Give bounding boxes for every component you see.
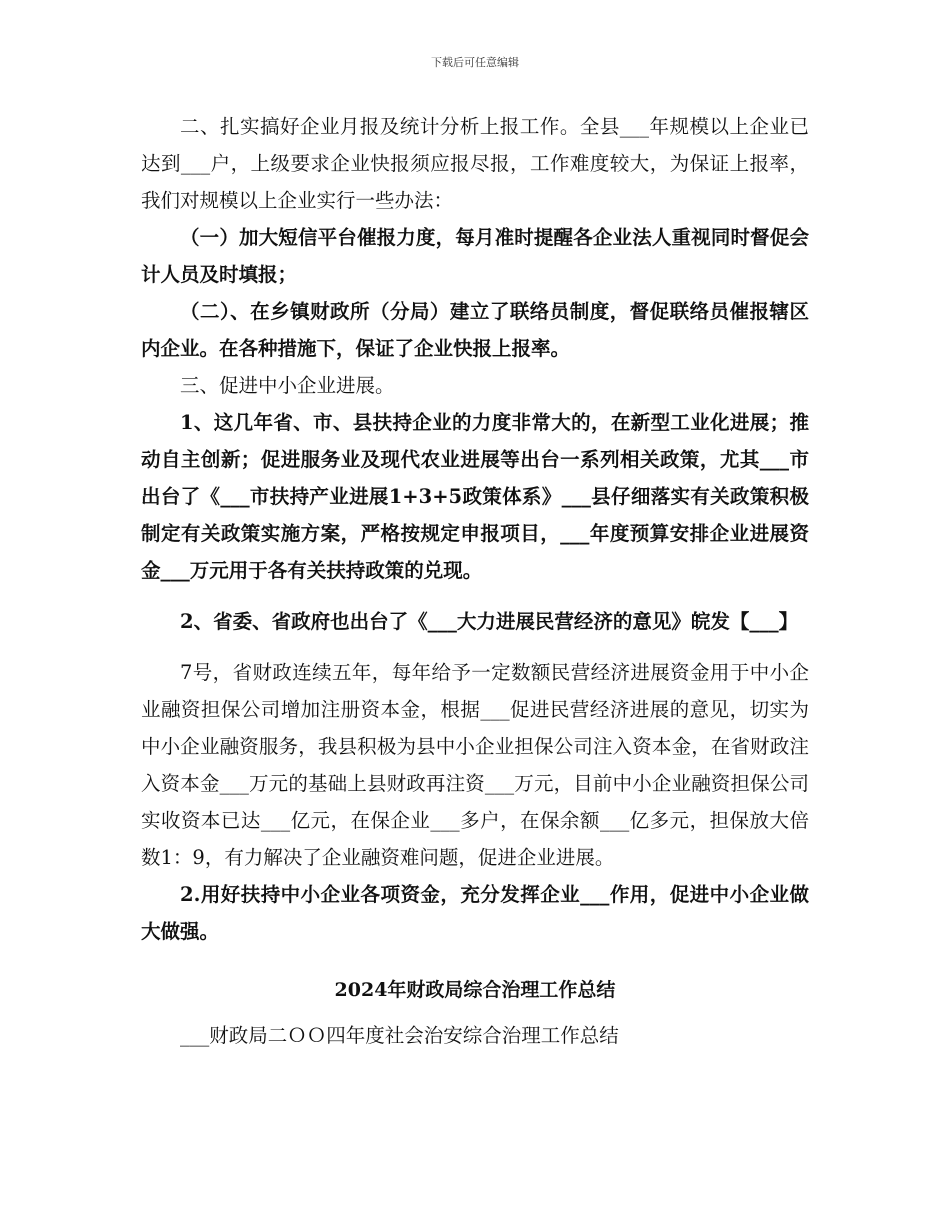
paragraph-use-funds: 2.用好扶持中小企业各项资金，充分发挥企业___作用，促进中小企业做大做强。 (141, 883, 809, 943)
page-header: 下载后可任意编辑 (431, 56, 519, 69)
document-body (141, 108, 809, 1054)
paragraph-sms-platform: （一）加大短信平台催报力度，每月准时提醒各企业法人重视同时督促会计人员及时填报； (141, 226, 809, 286)
paragraph-reporting: 二、扎实搞好企业月报及统计分析上报工作。全县___年规模以上企业已达到___户，上级要求企业快报须应报尽报，工作难度较大，为保证上报率，我们对规模以上企业实行一些办法： (141, 115, 809, 212)
document-subtitle: ___财政局二ＯＯ四年度社会治安综合治理工作总结 (180, 1024, 619, 1047)
paragraph-guarantee-fund: 7号，省财政连续五年，每年给予一定数额民营经济进展资金用于中小企业融资担保公司增加注册资本金，根据___促进民营经济进展的意见，切实为中小企业融资服务，我县积极为县中小企业担保公司注入资本金，在省财政注入资本金___万元的基础上县财政再注资___万元，目前中小企业融资担保公司实收资本已达___亿元，在保企业___多户，在保余额___亿多元，担保放大倍数1：9，有力解决了企业融资难问题，促进企业进展。 (141, 661, 809, 869)
document-title: 2024年财政局综合治理工作总结 (334, 979, 616, 1001)
paragraph-provincial-opinion: 2、省委、省政府也出台了《___大力进展民营经济的意见》皖发【___】 (180, 610, 799, 633)
paragraph-support-policy: 1、这几年省、市、县扶持企业的力度非常大的，在新型工业化进展；推动自主创新；促进服务业及现代农业进展等出台一系列相关政策，尤其___市出台了《___市扶持产业进展1+3+5政策体系》___县仔细落实有关政策积极制定有关政策实施方案，严格按规定申报项目，___年度预算安排企业进展资金___万元用于各有关扶持政策的兑现。 (141, 411, 809, 582)
paragraph-section-three: 三、促进中小企业进展。 (180, 374, 395, 397)
paragraph-liaison-system: （二）、在乡镇财政所（分局）建立了联络员制度，督促联络员催报辖区内企业。在各种措施下，保证了企业快报上报率。 (141, 300, 809, 360)
